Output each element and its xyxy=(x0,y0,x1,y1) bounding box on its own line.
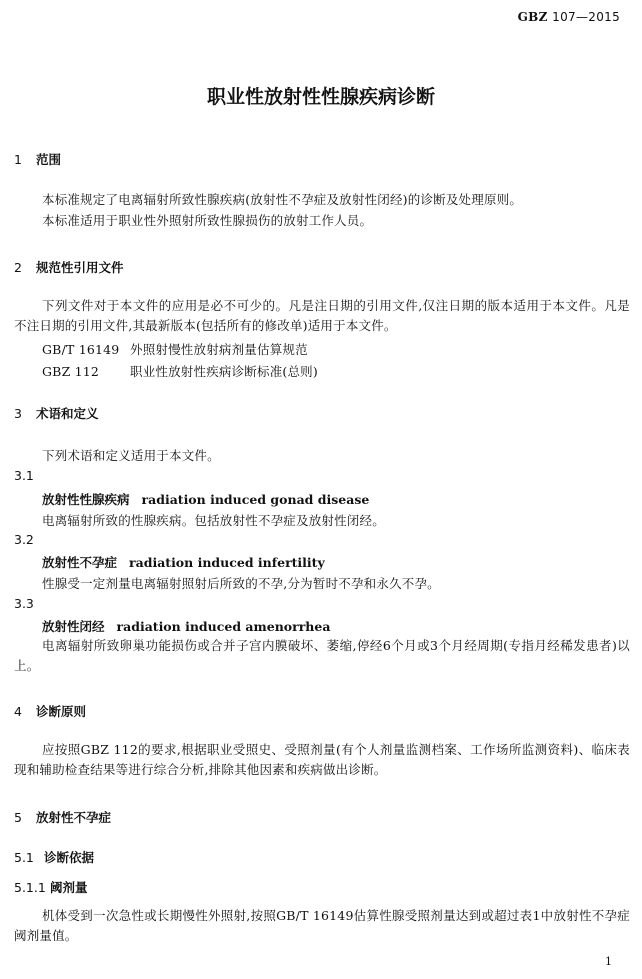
term-definition: 电离辐射所致卵巢功能损伤或合并子宫内膜破坏、萎缩,停经6个月或3个月经周期(专指月经稀发患者)以上。 xyxy=(14,638,630,673)
term-number: 3.3 xyxy=(14,596,34,611)
section-5-1-1-heading xyxy=(14,878,88,896)
section-2-heading xyxy=(14,258,124,276)
section-title: 诊断依据 xyxy=(44,850,95,865)
section-number: 5 xyxy=(14,810,22,825)
section-number: 5.1.1 xyxy=(14,880,46,895)
term-heading xyxy=(42,553,325,571)
s1-paragraph-1: 本标准规定了电离辐射所致性腺疾病(放射性不孕症及放射性闭经)的诊断及处理原则。 xyxy=(42,192,523,207)
section-number: 2 xyxy=(14,260,22,275)
section-5-heading xyxy=(14,808,111,826)
term-number: 3.2 xyxy=(14,532,34,547)
header-number: 107—2015 xyxy=(552,10,620,24)
section-5-1-heading xyxy=(14,848,94,866)
section-title: 放射性不孕症 xyxy=(36,810,112,825)
section-number: 4 xyxy=(14,704,22,719)
term-zh: 放射性闭经 xyxy=(42,619,105,634)
term-definition: 性腺受一定剂量电离辐射照射后所致的不孕,分为暂时不孕和永久不孕。 xyxy=(42,576,440,591)
term-en: radiation induced infertility xyxy=(129,555,325,570)
section-title: 范围 xyxy=(36,152,62,167)
section-title: 诊断原则 xyxy=(36,704,87,719)
reference-item xyxy=(42,362,318,380)
section-4-heading xyxy=(14,702,86,720)
s2-paragraph-1: 下列文件对于本文件的应用是必不可少的。凡是注日期的引用文件,仅注日期的版本适用于本文件。凡是不注日期的引用文件,其最新版本(包括所有的修改单)适用于本文件。 xyxy=(14,298,630,333)
term-heading xyxy=(42,490,369,508)
reference-code: GB/T 16149 xyxy=(42,342,120,357)
term-zh: 放射性性腺疾病 xyxy=(42,492,130,507)
s4-paragraph-1: 应按照GBZ 112的要求,根据职业受照史、受照剂量(有个人剂量监测档案、工作场所监测资料)、临床表现和辅助检查结果等进行综合分析,排除其他因素和疾病做出诊断。 xyxy=(14,742,630,777)
reference-item xyxy=(42,340,308,358)
term-heading xyxy=(42,617,330,635)
term-en: radiation induced amenorrhea xyxy=(116,619,331,634)
term-number: 3.1 xyxy=(14,468,34,483)
reference-title: 职业性放射性疾病诊断标准(总则) xyxy=(130,364,318,379)
s3-intro: 下列术语和定义适用于本文件。 xyxy=(42,448,220,463)
section-number: 3 xyxy=(14,406,22,421)
header-code: GBZ xyxy=(517,10,548,24)
page-header xyxy=(518,10,620,24)
term-definition: 电离辐射所致的性腺疾病。包括放射性不孕症及放射性闭经。 xyxy=(42,513,385,528)
term-en: radiation induced gonad disease xyxy=(141,492,370,507)
section-number: 5.1 xyxy=(14,850,34,865)
section-1-heading xyxy=(14,150,61,168)
term-zh: 放射性不孕症 xyxy=(42,555,118,570)
section-title: 阈剂量 xyxy=(50,880,88,895)
section-title: 术语和定义 xyxy=(36,406,99,421)
section-number: 1 xyxy=(14,152,22,167)
document-title: 职业性放射性性腺疾病诊断 xyxy=(206,86,435,108)
reference-code: GBZ 112 xyxy=(42,364,100,379)
s511-paragraph-1: 机体受到一次急性或长期慢性外照射,按照GB/T 16149估算性腺受照剂量达到或超过表1中放射性不孕症阈剂量值。 xyxy=(14,908,630,943)
s1-paragraph-2: 本标准适用于职业性外照射所致性腺损伤的放射工作人员。 xyxy=(42,213,373,228)
section-title: 规范性引用文件 xyxy=(36,260,124,275)
reference-title: 外照射慢性放射病剂量估算规范 xyxy=(130,342,308,357)
page-number: 1 xyxy=(605,955,612,968)
section-3-heading xyxy=(14,404,99,422)
